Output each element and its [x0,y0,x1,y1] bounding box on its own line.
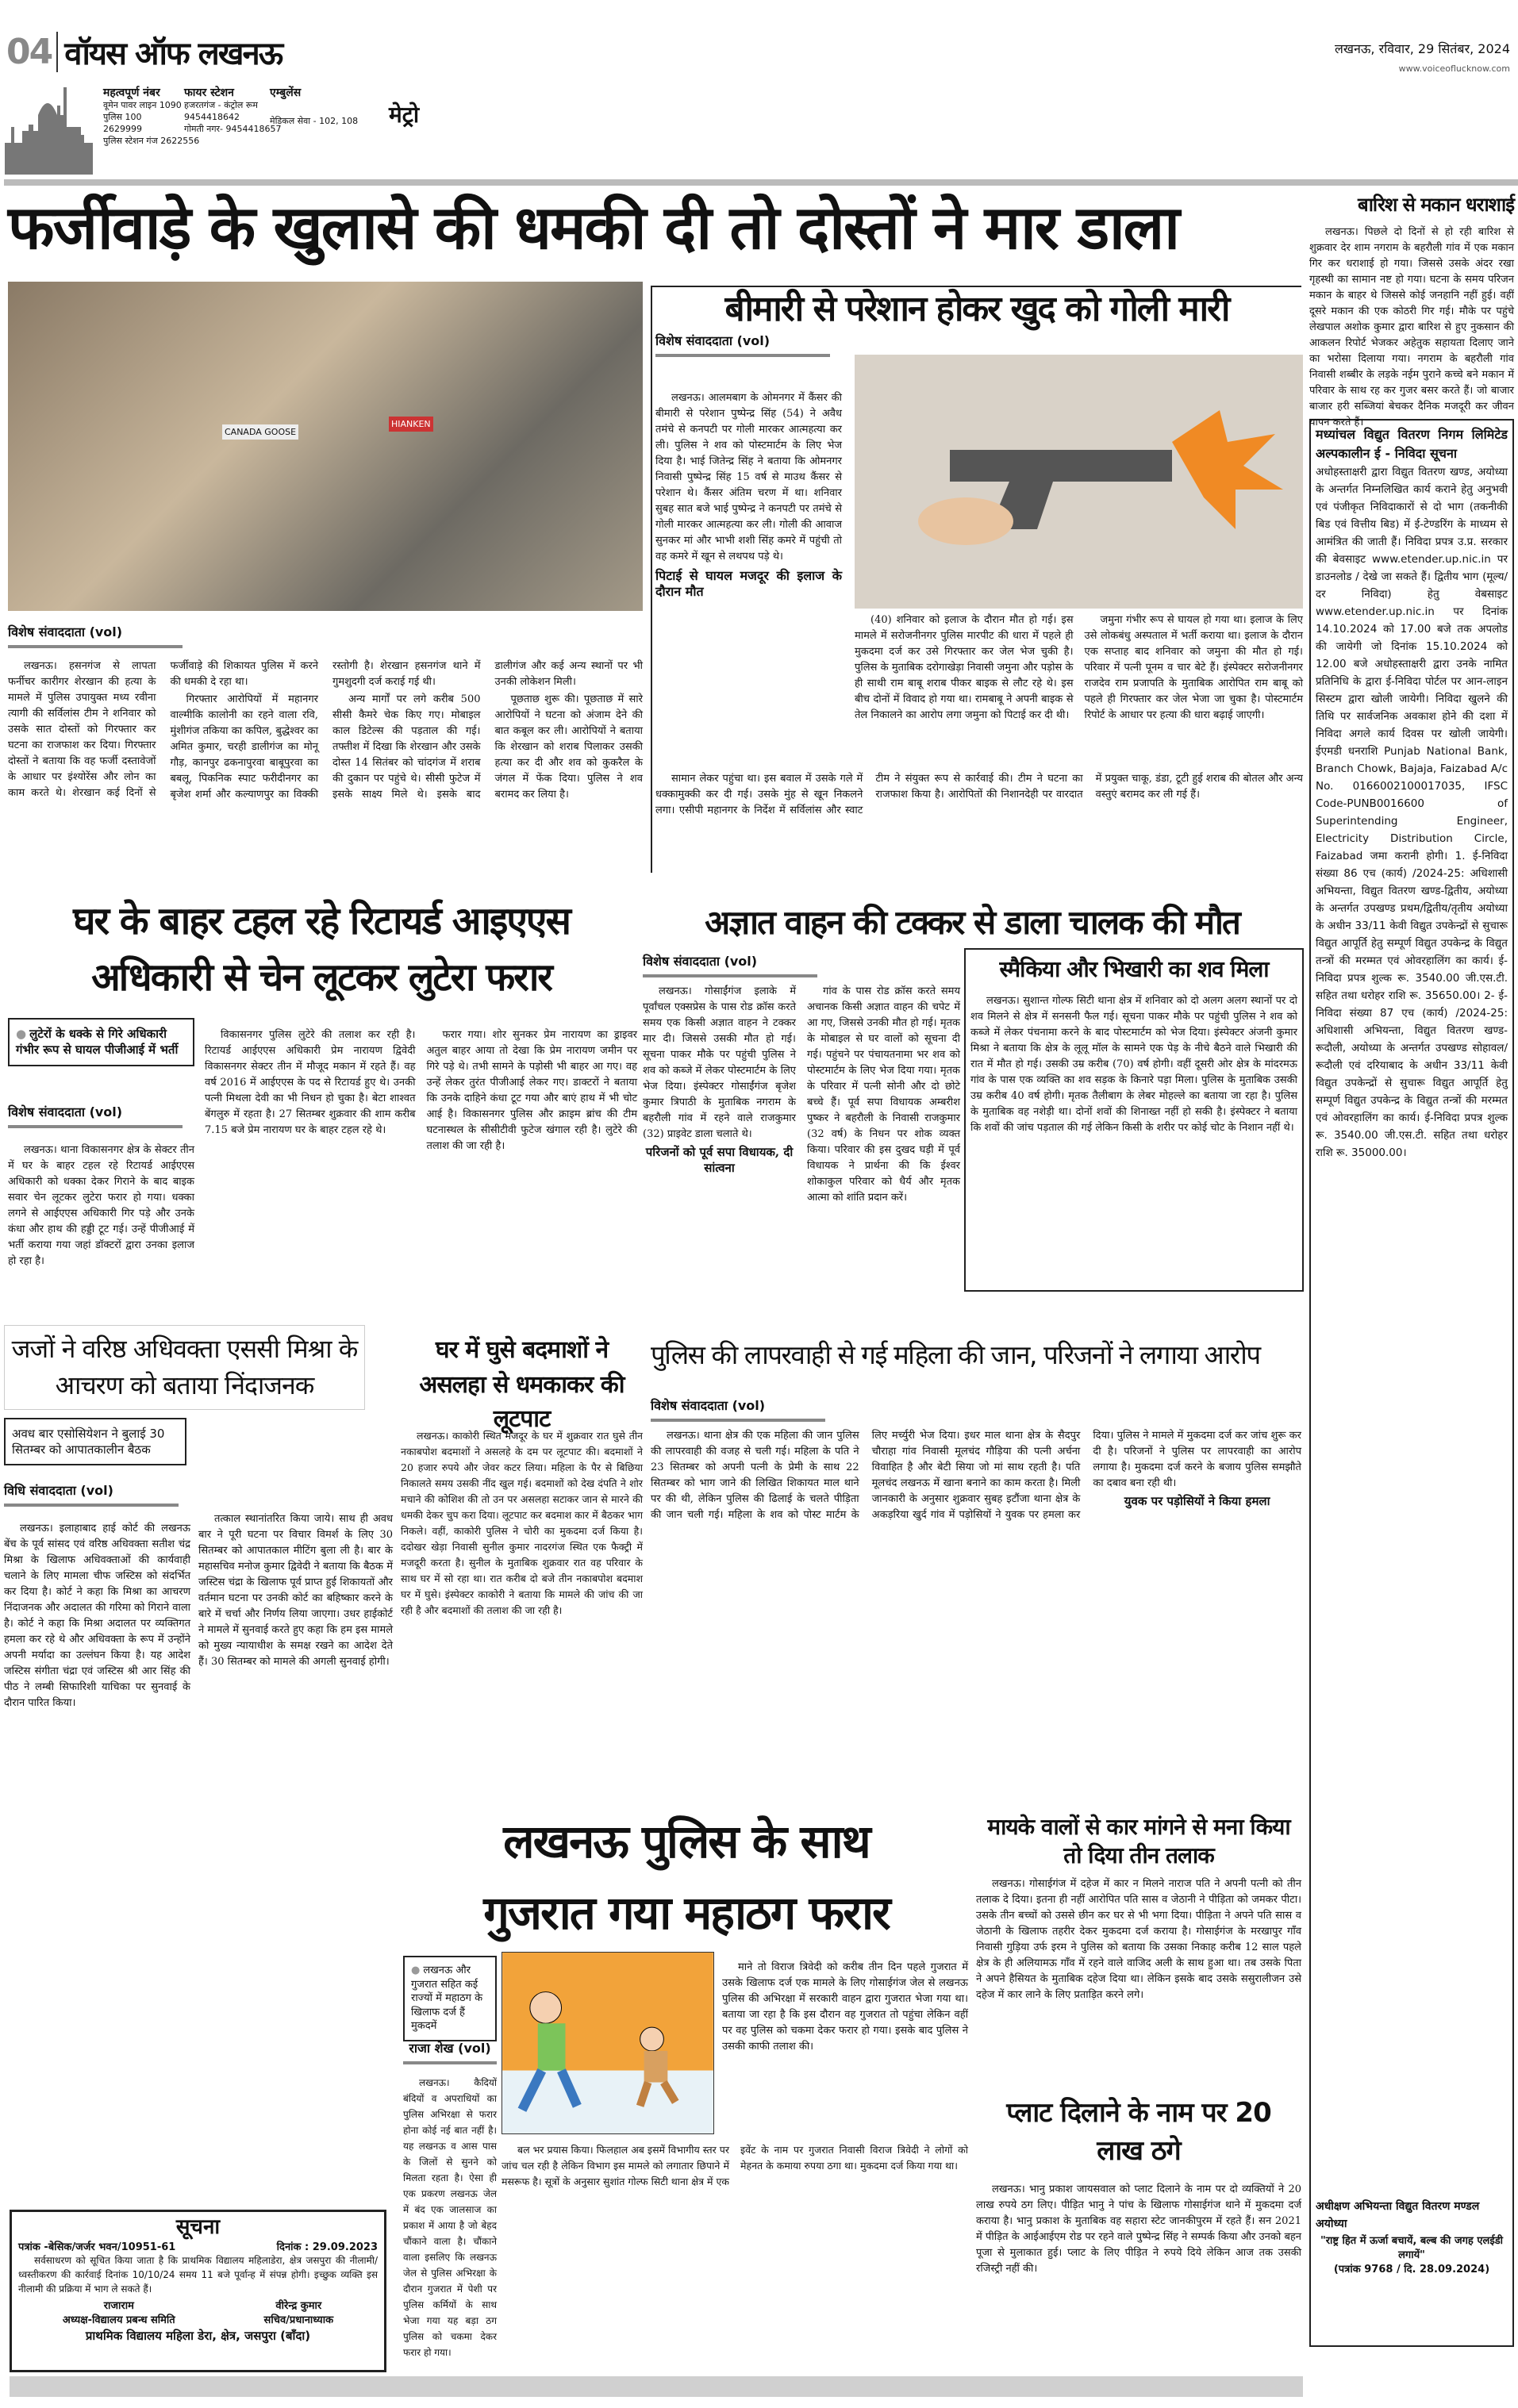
headline-line: गुजरात गया महाठग फरार [483,1885,890,1940]
paragraph: लखनऊ। गोसाईगंज में दहेज में कार न मिलने नाराज पति ने अपनी पत्नी को तीन तलाक दे दिया। इतना ही नहीं आरोपित पति सास व जेठानी ने पीड़िता को जमकर पीटा। उसके तीन बच्चों को उससे छीन कर घर से भी भगा दिया। पीड़िता ने अपने पति सास व जेठानी के खिलाफ तहरीर देकर मुकदमा दर्ज कराया है। गोसाईगंज के मरखापुर गाँव निवासी गुड़िया उर्फ इरम ने पुलिस को बताया कि उसका निकाह करीब 12 साल पहले क्षेत्र के ही अलियामऊ गाँव में रहने वाले वाजिद अली के साथ हुआ था। तब उसके पिता ने अपने हैसियत के मुताबिक दहेज दिया था। लेकिन इसके बाद उसके ससुरालीजन उसे दहेज में कार लाने के लिए प्रताड़ित करने लगे। [976,1878,1301,2001]
number-row: मेडिकल सेवा - 102, 108 [270,116,359,126]
suicide-headline: बीमारी से परेशान होकर खुद को गोली मारी [724,289,1229,329]
accident-body [643,984,960,1301]
suicide-body-bottom [655,771,1303,866]
lead-group-photo [8,282,643,611]
notice-ref: पत्रांक -बेसिक/जर्जर भवन/10951-61 [18,2241,176,2253]
paragraph: तत्काल स्थानांतरित किया जाये। साथ ही अवध बार ने पूरी घटना पर विचार विमर्श के लिए 30 सितम्बर को आपातकाल मीटिंग बुला ली है। बार के महासचिव मनोज कुमार द्विवेदी ने बताया कि बैठक में जस्टिस चंद्रा के खिलाफ पूर्व प्राप्त हुई शिकायतों और वर्तमान घटना पर उनकी कोर्ट का बहिष्कार करने के बारे में चर्चा और निर्णय लिया जाएगा। उधर हाईकोर्ट ने मामले में सुनवाई करते हुए कहा कि हम इस मामले को मुख्य न्यायाधीश के समक्ष रखने का आदेश देते हैं। 30 सितम्बर को मामले की अगली सुनवाई होगी। [198,1513,394,1668]
suicide-body-left [655,390,842,763]
number-row: हजरतगंज - कंट्रोल रूम [184,100,259,110]
paragraph: लखनऊ। कैदियों बंदियों व अपराधियों का पुलिस अभिरक्षा से फरार होना कोई नई बात नहीं है। यह लखनऊ व आस पास के जिलों से सुनने को मिलता रहता है। ऐसा ही एक प्रकरण लखनऊ जेल में बंद एक जालसाज का प्रकाश में आया है जो बेहद चौंकाने वाला है। चौंकाने वाला इसलिए कि लखनऊ जेल से पुलिस अभिरक्षा के दौरान गुजरात में पेशी पर पुलिस कर्मियों के साथ भेजा गया यह बड़ा ठग पुलिस को चकमा देकर फरार हो गया। [403,2077,497,2358]
paragraph: लखनऊ। गोसाईंगंज इलाके में पूर्वांचल एक्सप्रेस के पास रोड क्रॉस करते समय एक किसी अज्ञात वाहन ने टक्कर मार दी। जिससे उसकी मौत हो गई। सूचना पाकर मौके पर पहुंची पुलिस ने शव को कब्जे में लेकर पोस्टमार्टम के लिए भेज दिया। इंस्पेक्टर गोसाईंगंज बृजेश कुमार त्रिपाठी के मुताबिक नगराम के बहरौली गांव में रहने वाले राजकुमार (32) प्राइवेट डाला चलाते थे। [643,985,796,1140]
robbery-headline: घर में घुसे बदमाशों ने असलहा से धमकाकर की लूटपाट [419,1336,624,1433]
paragraph: माने तो विराज त्रिवेदी को करीब तीन दिन पहले गुजरात में उसके खिलाफ दर्ज एक मामले के लिए गोसाईगंज जेल से लखनऊ पुलिस की अभिरक्षा में सरकारी वाहन द्वारा गुजरात भेजा गया था। बताया जा रहा है कि इस दौरान वह गुजरात तो पहुंचा लेकिन वहीं पर वह पुलिस को चकमा देकर फरार हो गया। इसके बाद पुलिस ने उसकी काफी तलाश की। [722,1961,968,2053]
talaq-headline: मायके वालों से कार मांगने से मना किया तो दिया तीन तलाक [987,1814,1290,1869]
accident-headline: अज्ञात वाहन की टक्कर से डाला चालक की मौत [705,903,1239,942]
tender-ref: (पत्रांक 9768 / दि. 28.09.2024) [1333,2264,1490,2276]
notice-body: सर्वसाधरण को सूचित किया जाता है कि प्राथमिक विद्यालय महिलाडेरा, क्षेत्र जसपुरा की नीलामी/ध्वस्तीकरण की कार्रवाई दिनांक 10/10/24 समय 11 बजे पूर्वान्ह में संपन्न होगी। इच्छुक व्यक्ति इस नीलामी की प्रक्रिया में भाग ले सकते हैं। [18,2255,378,2295]
signatory-name: राजाराम [103,2300,134,2312]
paragraph: (40) शनिवार को इलाज के दौरान मौत हो गई। इस मामले में सरोजनीनगर पुलिस मारपीट की धारा में पहले ही मुकदमा दर्ज कर उसे गिरफ्तार कर जेल भेज चुकी है। पुलिस के मुताबिक दरोगाखेड़ा निवासी जमुना और पड़ोस के ही साथी राम बाबू शराब पीकर बाइक से लौट रहे थे। इस बीच दोनों में विवाद हो गया था। रामबाबू ने अपनी बाइक से तेल निकालने का आरोप लगा जमुना को पिटाई कर दी थी। [855,614,1074,721]
suicide-subhead: पिटाई से घायल मजदूर की इलाज के दौरान मौत [655,568,842,599]
suicide-byline: विशेष संवाददाता (vol) [655,332,830,357]
negligence-headline: पुलिस की लापरवाही से गई महिला की जान, परिजनों ने लगाया आरोप [651,1339,1260,1370]
number-row: वूमेन पावर लाइन 1090 [103,100,182,110]
fire-station-numbers [184,87,281,135]
notice-ref-row [18,2239,378,2253]
suicide-body-right [855,613,1303,763]
rain-headline: बारिश से मकान धराशाई [1358,194,1514,216]
paragraph: लखनऊ। थाना क्षेत्र की एक महिला की जान पुलिस की लापरवाही की वजह से चली गई। महिला के पति ने 23 सितम्बर को अपनी पत्नी के प्रेमी के साथ 22 सितम्बर को भाग जाने की लिखित शिकायत माल थाने पर की थी, लेकिन पुलिस की ढिलाई के चलते पीड़िता की जान चली गई। महिला के शव को पोस्ट मार्टम के लिए मर्च्युरी भेज दिया। इधर माल थाना क्षेत्र के सैदपुर चौराहा गांव निवासी मूलचंद गौड़िया की पत्नी अर्चना विवाहित है और बेटी सिया जो मां साथ रहती है। पति मूलचंद लखनऊ में खाना बनाने का काम करता है। मिली जानकारी के अनुसार शुक्रवार सुबह इटौंजा थाना क्षेत्र के अकड़रिया खुर्द गांव में पड़ोसियों ने युवक पर हमला कर दिया। पुलिस ने मामले में मुकदमा दर्ज कर जांच शुरू कर दी है। परिजनों ने पुलिस पर लापरवाही का आरोप लगाया है। मुकदमा दर्ज करने के बजाय पुलिस समझौते का दबाव बना रही थी। [651,1430,1301,1521]
suicide-story [651,286,1301,873]
headline-line: अधिकारी से चेन लूटकर लुटेरा फरार [91,954,551,1000]
paragraph: गांव के पास रोड क्रॉस करते समय अचानक किसी अज्ञात वाहन की चपेट में आ गए, जिससे उनकी मौत हो गई। मृतक के मोबाइल से घर वालों को सूचना दी गई। पहुंचने पर पंचायतनामा भर शव को पोस्टमार्टम के लिए भेज दिया गया। मृतक के परिवार में पत्नी सोनी और दो छोटे बच्चे हैं। पूर्व सपा विधायक अम्बरीश पुष्कर ने बहरौली के निवासी राजकुमार (32 वर्ष) के निधन पर शोक व्यक्त किया। परिवार की इस दुखद घड़ी में पूर्व विधायक ने प्रार्थना की कि ईश्वर शोकाकुल परिवार को धैर्य और मृतक आत्मा को शांति प्रदान करें। [807,985,960,1204]
signatory-role: अध्यक्ष-विद्यालय प्रबन्ध समिति [62,2314,175,2326]
paragraph: लखनऊ। पिछले दो दिनों से हो रही बारिश से शुक्रवार देर शाम नगराम के बहरौली गांव में एक मकान गिर कर धराशाई हो गया। जिससे उसके अंदर रखा गृहस्थी का सामान नष्ट हो गया। घटना के समय परिजन मकान के बाहर थे जिससे कोई जनहानि नहीं हुई। वहीं दूसरे मकान की एक कोठरी गिर गई। मौके पर पहुंचे लेखपाल अशोक कुमार द्वारा बारिश से हुए नुकसान की आकलन रिपोर्ट भेजकर अहेतुक सहायता दिलाए जाने का भरोसा दिलाया गया। नगराम के बहरौली गांव निवासी शब्बीर के लड़के नईम पुराने कच्चे बने मकान में परिवार के साथ रह कर गुजर बसर करते हैं। जो बाजार बाजार हरी सब्जियां बेचकर दैनिक मजदूरी कर जीवन यापन करते हैं। [1309,226,1514,429]
accident-byline [643,952,817,985]
paragraph: लखनऊ। थाना विकासनगर क्षेत्र के सेक्टर तीन में घर के बाहर टहल रहे रिटायर्ड आईएएस अधिकारी को धक्का देकर गिराने के बाद बाइक सवार चेन लूटकर लुटेरा फरार हो गया। धक्का लगने से आईएएस अधिकारी गिर पड़े और उनके कंधा और हाथ की हड्डी टूट गई। उन्हें पीजीआई में भर्ती कराया गया जहां डॉक्टरों द्वारा उनका इलाज हो रहा है। [8,1144,194,1267]
tender-slogan: "राष्ट्र हित में ऊर्जा बचायें, बल्ब की जगह एलईडी लगायें" [1320,2235,1504,2262]
paragraph: लखनऊ। इलाहाबाद हाई कोर्ट की लखनऊ बेंच के पूर्व सांसद एवं वरिष्ठ अधिवक्ता सतीश चंद्र मिश्रा के खिलाफ अधिवक्ताओं की कार्यवाही चलाने के लिए मामला चीफ जस्टिस को संदर्भित कर दिया है। कोर्ट ने कहा कि मिश्रा का आचरण निंदाजनक और अदालत की गरिमा को गिराने वाला है। कोर्ट ने कहा कि मिश्रा अदालत पर व्यक्तिगत हमला कर रहे थे और अधिवक्ता के रूप में उन्होंने अपनी मर्यादा का उल्लंघन किया है। यह आदेश जस्टिस संगीता चंद्रा एवं जस्टिस श्री आर सिंह की पीठ ने लम्बी सिफारिशी याचिका पर सुनवाई के दौरान पारित किया। [4,1523,190,1710]
judges-subhead: अवध बार एसोसियेशन ने बुलाई 30 सितम्बर को आपातकालीन बैठक [4,1418,186,1466]
tender-signature: अधीक्षण अभियन्ता विद्युत वितरण मण्डल अयोध्या [1316,2200,1480,2231]
public-notice [10,2210,386,2372]
smack-body [964,990,1304,1292]
paragraph: अन्य मार्गों पर लगे करीब 500 सीसी कैमरे चेक किए गए। मोबाइल काल डिटेल्स की पड़ताल की गई। तफ्तीश में दिखा कि शेरखान और उसके दोस्त 14 सितंबर को चांदगंज में शराब की दुकान पर पहुंचे थे। सीसी फुटेज में इसके साक्ष्य मिले थे। इसके बाद डालीगंज और कई अन्य स्थानों पर भी उनकी लोकेशन मिली। [332,660,643,801]
judges-headline: जजों ने वरिष्ठ अधिवक्ता एससी मिश्रा के आचरण को बताया निंदाजनक [4,1325,365,1410]
notice-footer: प्राथमिक विद्यालय महिला डेरा, क्षेत्र, जसपुरा (बाँदा) [85,2329,311,2343]
chain-headline [8,901,635,999]
tender-notice [1309,419,1514,2347]
thug-body-mid [502,2142,968,2404]
negligence-subhead: युवक पर पड़ोसियों ने किया हमला [1124,1494,1270,1508]
fire-station-title: फायर स्टेशन [184,86,234,99]
chain-body-right [205,1027,637,1301]
robbery-body [401,1428,643,1801]
masthead-divider [4,179,1518,186]
tender-body: अधोहस्ताक्षरी द्वारा विद्युत वितरण खण्ड, अयोध्या के अन्तर्गत निम्नलिखित कार्य कराने हेतु अनुभवी एवं पंजीकृत निविदाकारों से दो भाग (तकनीकी बिड एवं वित्तीय बिड) में ई-टेण्डरिंग के माध्यम से आमंत्रित की जाती हैं। निविदा प्रपत्र उ.प्र. सरकार की बेवसाइट www.etender.up.nic.in पर डाउनलोड / देखे जा सकते हैं। द्वितीय भाग (मूल्य/दर निविदा) हेतु वेबसाइट www.etender.up.nic.in पर दिनांक 14.10.2024 को 17.00 बजे तक अपलोड की जायेगी जो दिनांक 15.10.2024 को 12.00 बजे अधोहस्ताक्षरी द्वारा उनके नामित प्रतिनिधि के द्वारा ई-निविदा पोर्टल पर आन-लाइन सिस्टम द्वारा खोली जायेगी। निविदा खुलने की तिथि पर सार्वजनिक अवकाश होने की दशा में निविदा अगले कार्य दिवस पर खोली जायेगी। ईएमडी धनराशि Punjab National Bank, Branch Chowk, Bajaja, Faizabad A/c No. 0166002100017035, IFSC Code-PUNB0016600 of Superintending Engineer, Electricity Distribution Circle, Faizabad जमा करानी होगी। 1. ई-निविदा संख्या 86 एच (कार्य) /2024-25: अधिशासी अभियन्ता, विद्युत वितरण खण्ड-द्वितीय, अयोध्या के अन्तर्गत उपखण्ड प्रथम/द्वितीय/तृतीय अयोध्या के अधीन 33/11 केवी विद्युत उपकेन्द्रों से सुचारू विद्युत आपूर्ति हेतु सम्पूर्ण विद्युत उपकेन्द्र के विद्युत तन्त्रों की मरम्मत एवं ओवरहालिंग का कार्य। ई-निविदा प्रपत्र शुल्क रू. 3540.00 जी.एस.टी. सहित तथा धरोहर राशि रू. 35650.00। 2- ई-निविदा संख्या 87 एच (कार्य) /2024-25: अधिशासी अभियन्ता, विद्युत वितरण खण्ड-रूदौली, अयोध्या के अन्तर्गत उपखण्ड सोहावल/रूदौली एवं दरियाबाद के अधीन 33/11 केवी विद्युत उपकेन्द्रों से सुचारू विद्युत आपूर्ति हेतु सम्पूर्ण विद्युत उपकेन्द्र के विद्युत तन्त्रों की मरम्मत एवं ओवरहालिंग का कार्य। ई-निविदा प्रपत्र शुल्क रू. 3540.00 जी.एस.टी. सहित तथा धरोहर राशि रू. 35000.00। [1316,466,1508,1160]
notice-signatures [18,2298,378,2326]
paragraph: बल भर प्रयास किया। फिलहाल अब इसमें विभागीय स्तर पर जांच चल रही है लेकिन विभाग इस मामले को लगातार छिपाने में मसरूफ है। सूत्रों के अनुसार सुशांत गोल्फ सिटी थाना क्षेत्र में एक इवेंट के नाम पर गुजरात निवासी विराज त्रिवेदी ने लोगों को मेहनत के कमाया रुपया ठगा था। मुकदमा दर्ज किया गया था। [502,2144,968,2187]
lead-headline: फर्जीवाड़े के खुलासे की धमकी दी तो दोस्तों ने मार डाला [8,192,1178,263]
notice-title: सूचना [175,2215,221,2239]
thug-headline [405,1817,968,1939]
signatory-role: सचिव/प्रधानाध्याक [263,2314,334,2326]
signatory-name: वीरेन्द्र कुमार [275,2300,322,2312]
masthead [6,30,282,74]
chain-body-left [8,1143,194,1301]
thug-body-left [403,2075,497,2400]
photo-banner: HIANKEN [389,417,433,432]
number-row: पुलिस 100 [103,112,142,122]
smack-headline: स्मैकिया और भिखारी का शव मिला [964,948,1304,990]
plot-headline: प्लाट दिलाने के नाम पर 20 लाख ठगे [1006,2097,1271,2167]
cartoon-police-chase [502,1952,714,2134]
plot-body [976,2182,1301,2396]
paragraph: लखनऊ। आलमबाग के ओमनगर में कैंसर की बीमारी से परेशान पुष्पेन्द्र सिंह (54) ने अवैध तमंचे से कनपटी पर गोली मारकर आत्महत्या कर ली। पुलिस ने शव को पोस्टमार्टम के लिए भेज दिया है। भाई जितेन्द्र सिंह ने बताया कि ओमनगर निवासी पुष्पेन्द्र सिंह 15 वर्ष से माउथ कैंसर से परेशान थे। कैंसर अंतिम चरण में था। शनिवार सुबह सात बजे भाई पुष्पेन्द्र ने कनपटी पर तमंचे से गोली मारकर आत्महत्या कर ली। गोली की आवाज सुनकर मां और भाभी शशी सिंह कमरे में पहुंची तो वह कमरे में खून से लथपथ पड़े थे। [655,392,842,563]
talaq-body [976,1876,1301,2083]
tender-title: मध्यांचल विद्युत वितरण निगम लिमिटेड अल्पकालीन ई - निविदा सूचना [1316,427,1508,462]
photo-banner: CANADA GOOSE [222,424,298,440]
website-url[interactable]: www.voiceoflucknow.com [1398,63,1510,74]
city-skyline-logo [5,83,96,175]
byline: विशेष संवाददाता (vol) [8,1103,183,1128]
byline: राजा शेख (vol) [403,2039,497,2064]
gun-illustration [855,355,1303,609]
thug-body-right [722,1960,968,2138]
accident-subhead: परिजनों को पूर्व सपा विधायक, दी सांत्वना [645,1145,794,1175]
judges-body-left [4,1521,190,2092]
number-row: गोमती नगर- 9454418657 [184,124,282,134]
number-row: 2629999 [103,124,142,134]
paragraph: लखनऊ। सुशान्त गोल्फ सिटी थाना क्षेत्र में शनिवार को दो अलग अलग स्थानों पर दो शव मिलने से क्षेत्र में सनसनी फैल गई। सूचना पाकर मौके पर पहुंची पुलिस ने शव को कब्जे में लेकर पंचनामा करने के बाद पोस्टमार्टम को भेज दिया। इंस्पेक्टर अंजनी कुमार मिश्रा ने बताया कि क्षेत्र के लूलू मॉल के सामने एक पेड़ के नीचे बैठने वाले भिखारी की रात में मौत हो गई। उसकी उम्र करीब (70) वर्ष होगी। वहीं दूसरी ओर क्षेत्र के मांदरमऊ गांव के पास एक व्यक्ति का शव सड़क के किनारे पड़ा मिला। पुलिस के मुताबिक उसकी उम्र करीब 40 वर्ष होगी। मृतक तैलीबाग के लेबर मोहल्ले का बताया जा रहा है। पुलिस के मुताबिक वह नशेड़ी था। दोनों शवों की शिनाख्त नहीं हो सकी है। इंस्पेक्टर ने बताया कि शवों की जांच पड़ताल की गई लेकिन किसी के शरीर पर कोई चोट के निशान नहीं थे। [970,994,1297,1134]
thug-subhead: ● लखनऊ और गुजरात सहित कई राज्यों में महाठग के खिलाफ दर्ज हैं मुकदमें [403,1956,497,2041]
number-row: पुलिस स्टेशन गंज 2622556 [103,136,200,146]
ambulance-numbers [270,87,358,127]
page-number: 04 [6,32,58,72]
paragraph: विकासनगर पुलिस लुटेरे की तलाश कर रही है। रिटायर्ड आईएएस अधिकारी प्रेम नारायण द्विवेदी विकासनगर सेक्टर तीन में मौजूद मकान में रहते हैं। वह वर्ष 2016 में आईएएस के पद से रिटायर्ड हुए थे। उनकी पत्नी मिथला देवी का भी निधन हो चुका है। बेटा शाश्वत बेंगलुरु में रहता है। 27 सितम्बर शुक्रवार की शाम करीब 7.15 बजे प्रेम नारायण घर के बाहर टहल रहे थे। [205,1029,416,1136]
smack-story [964,948,1304,1301]
headline-line: लखनऊ पुलिस के साथ [503,1815,870,1868]
chain-byline [8,1103,183,1136]
paragraph: गिरफ्तार आरोपियों में महानगर वाल्मीकि कालोनी का रहने वाला रवि, मुंशीगंज तकिया का कपिल, बुद्धेश्वर का अमित कुमार, चरही डालीगंज का मोनू गौड़, कानपुर ढकनापुरवा बाबूपुरवा का बबलू, पिकनिक स्पाट फरीदीनगर का बृजेश शर्मा और कल्याणपुर का विक्की रस्तोगी है। शेरखान हसनगंज थाने में गुमशुदगी दर्ज कराई गई थी। [170,660,481,801]
headline-line: घर के बाहर टहल रहे रिटायर्ड आइएएस [73,899,570,943]
negligence-byline [651,1396,825,1430]
paragraph: जमुना गंभीर रूप से घायल हो गया था। इलाज के लिए उसे लोकबंधु अस्पताल में भर्ती कराया था। इलाज के दौरान एक सप्ताह बाद शनिवार को जमुना की मौत हो गई। परिवार में पत्नी पूनम व चार बेटे हैं। इंस्पेक्टर सरोजनीनगर राजदेव राम प्रजापति के मुताबिक आरोपित राम बाबू को पहले ही गिरफ्तार कर जेल भेजा जा चुका है। पोस्टमार्टम रिपोर्ट के आधार पर हत्या की धारा बढ़ाई जाएगी। [1084,614,1303,721]
byline: विशेष संवाददाता (vol) [651,1396,825,1422]
paragraph: लखनऊ। काकोरी स्थित मजदूर के घर में शुक्रवार रात घुसे तीन नकाबपोश बदमाशों ने असलहे के दम पर लूटपाट की। बदमाशों ने 20 हजार रुपये और जेवर कटर लिया। महिला के पैर से बिछिया निकालते समय उसकी नींद खुल गई। बदमाशों को देख दंपति ने शोर मचाने की कोशिश की तो उन पर असलहा सटाकर जान से मारने की धमकी देकर चुप करा दिया। लूटपाट कर बदमाश कार में बैठकर भाग निकले। वहीं, काकोरी पुलिस ने चोरी का मुकदमा दर्ज किया है। ददोखर खेड़ा निवासी सुनील कुमार नादरगंज स्थित एक फैक्ट्री में मजदूरी करता है। सुनील के मुताबिक शुक्रवार रात वह परिवार के साथ घर में सो रहा था। रात करीब दो बजे तीन नकाबपोश बदमाश घर में घुसे। इंस्पेक्टर काकोरी ने बताया कि मामले की जांच की जा रही है और बदमाशों की तलाश की जा रही है। [401,1430,643,1616]
negligence-body [651,1428,1301,1801]
thug-byline [403,2039,497,2072]
notice-date: दिनांक : 29.09.2023 [276,2241,378,2253]
paragraph: फरार गया। शोर सुनकर प्रेम नारायण का ड्राइवर अतुल बाहर आया तो देखा कि प्रेम नारायण जमीन पर गिरे पड़े थे। तभी सामने के पड़ोसी भी बाहर आ गए। वह उन्हें लेकर तुरंत पीजीआई लेकर गए। डाक्टरों ने बताया कि उनके दाहिने कंधा टूट गया और बाएं हाथ में भी चोट आई है। विकासनगर पुलिस और क्राइम ब्रांच की टीम घटनास्थल के सीसीटीवी फुटेज खंगाल रही है। लुटेरे की तलाश की जा रही है। [426,1029,637,1152]
byline: विशेष संवाददाता (vol) [643,952,817,977]
paragraph: पूछताछ शुरू की। पूछताछ में सारे आरोपियों ने घटना को अंजाम देने की बात कबूल कर ली। आरोपियों ने बताया कि शेरखान को शराब पिलाकर उसकी हत्या कर दी और शव को कुकरैल के जंगल में फेंक दिया। पुलिस ने शव बरामद कर लिया है। [494,693,643,801]
paragraph: लखनऊ। भानु प्रकाश जायसवाल को प्लाट दिलाने के नाम पर दो व्यक्तियों ने 20 लाख रुपये ठग लिए। पीड़ित भानु ने पांच के खिलाफ गोसाईगंज थाने में मुकदमा दर्ज कराया है। भानु प्रकाश के मुताबिक वह सहारा स्टेट जानकीपुरम में रहते हैं। सन 2021 में पीड़ित के आईआईएम रोड पर रहने वाले पुष्पेन्द्र सिंह ने सम्पर्क किया और उनको बहन पूजा से मुलाकात हुई। प्लाट के लिए पीड़ित ने रुपये दिये लेकिन आज तक उसकी रजिस्ट्री नहीं की। [976,2183,1301,2275]
right-column [1309,194,1514,2347]
newspaper-title: वॉयस ऑफ लखनऊ [64,36,282,72]
judges-byline: विधि संवाददाता (vol) [4,1481,179,1507]
section-label: मेट्रो [389,102,420,128]
lead-byline: विशेष संवाददाता (vol) [8,623,183,648]
important-numbers-title: महत्वपूर्ण नंबर [103,86,160,99]
footer-bar [10,2376,1303,2397]
lead-article [8,623,643,885]
lead-body [8,623,643,845]
judges-body-right [198,1511,393,2198]
rain-body [1309,225,1514,429]
number-row: 9454418642 [184,112,240,122]
ambulance-title: एम्बुलेंस [270,86,302,99]
paragraph: लखनऊ। हसनगंज से लापता फर्नीचर कारीगर शेरखान की हत्या के मामले में पुलिस उपायुक्त मध्य रवीना त्यागी की सर्विलांस टीम ने शनिवार को उसके सात दोस्तों को गिरफ्तार कर घटना का राजफाश कर दिया। गिरफ्तार दोस्तों ने बताया कि वह फर्जी दस्तावेजों के आधार पर इंश्योरेंस और लोन का काम करते थे। शेरखान कई दिनों से फर्जीवाड़े की शिकायत पुलिस में करने की धमकी दे रहा था। [8,660,318,799]
issue-date: लखनऊ, रविवार, 29 सितंबर, 2024 [1335,41,1510,56]
paragraph: सामान लेकर पहुंचा था। इस बवाल में उसके गले में धक्कामुक्की कर दी गई। उसके मुंह से खून निकलने लगा। एसीपी महानगर के निर्देश में सर्विलांस और स्वाट टीम ने संयुक्त रूप से कार्रवाई की। टीम ने घटना का राजफाश किया है। आरोपितों की निशानदेही पर वारदात में प्रयुक्त चाकू, डंडा, टूटी हुई शराब की बोतल और अन्य वस्तुएं बरामद कर ली गई हैं। [655,773,1303,816]
chain-subhead: ● लुटेरों के धक्के से गिरे अधिकारी गंभीर रूप से घायल पीजीआई में भर्ती [8,1018,194,1066]
